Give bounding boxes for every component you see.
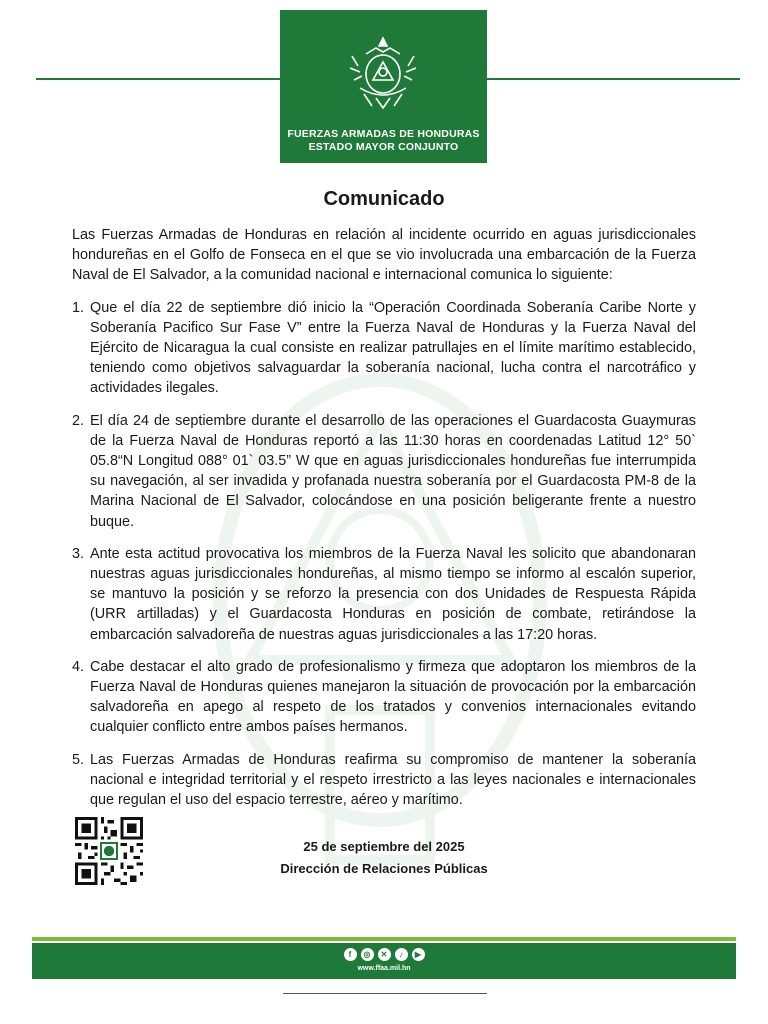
coat-of-arms-emblem: [346, 32, 420, 112]
item-number: 3.: [72, 545, 85, 562]
item-text: Las Fuerzas Armadas de Honduras reafirma su compromiso de mantener la soberanía nacional e integridad territorial y el respeto irrestricto a las leyes nacionales e internacionales que regulan el uso del espacio terrestre, aéreo y marítimo.: [90, 751, 696, 809]
item-number: 4.: [72, 658, 85, 675]
list-item: [72, 657, 696, 738]
issuing-department: Dirección de Relaciones Públicas: [280, 861, 488, 876]
intro-paragraph: Las Fuerzas Armadas de Honduras en relación al incidente ocurrido en aguas jurisdiccionales hondureñas en el Golfo de Fonseca en el que se vio involucrada una embarcación de la Fuerza Naval de El Salvador, a la comunidad nacional e internacional comunica lo siguiente:: [72, 227, 696, 284]
document-date: 25 de septiembre del 2025: [303, 839, 465, 854]
list-item: [72, 750, 696, 811]
header-rule-left: [36, 78, 280, 80]
header-rule-right: [487, 78, 740, 80]
tiktok-icon[interactable]: ♪: [395, 948, 408, 961]
youtube-icon[interactable]: ▶: [412, 948, 425, 961]
list-item: [72, 544, 696, 645]
item-text: Que el día 22 de septiembre dió inicio la “Operación Coordinada Soberanía Caribe Norte y Soberanía Pacifico Sur Fase V” entre la Fuerza Naval de Honduras y la Fuerza Naval del Ejército de Nicaragua la cual consiste en realizar patrullajes en el límite marítimo establecido, teniendo como objetivos salvaguardar la soberanía nacional, lucha contra el narcotráfico y actividades ilegales.: [90, 299, 696, 397]
header-banner: [280, 10, 487, 163]
document-title: Comunicado: [323, 188, 445, 210]
item-text: Ante esta actitud provocativa los miembros de la Fuerza Naval les solicito que abandonaran nuestras aguas jurisdiccionales hondureñas, al mismo tiempo se informo al escalón superior, se mantuvo la posición y se reforzo la presencia con dos Unidades de Respuesta Rápida (URR artilladas) y el Guardacosta Honduras en posición de combate, retirándose la embarcación salvadoreña de nuestras aguas jurisdiccionales a las 17:20 horas.: [90, 545, 696, 643]
item-number: 1.: [72, 299, 85, 316]
list-item: [72, 411, 696, 532]
facebook-icon[interactable]: f: [344, 948, 357, 961]
organization-subtitle: ESTADO MAYOR CONJUNTO: [308, 141, 459, 153]
footer-accent-line: [32, 937, 736, 941]
social-links: [32, 948, 736, 961]
organization-name: FUERZAS ARMADAS DE HONDURAS: [287, 128, 480, 140]
item-number: 5.: [72, 751, 85, 768]
item-text: El día 24 de septiembre durante el desarrollo de las operaciones el Guardacosta Guaymuras de la Fuerza Naval de Honduras reportó a las 11:30 horas en coordenadas Latitud 12° 50` 05.8“N Longitud 088° 01` 03.5” W que en aguas jurisdiccionales hondureñas fue interrumpida su navegación, al ser invadida y profanada nuestra soberanía por el Guardacosta PM-8 de la Marina Nacional de El Salvador, colocándose en una posición beligerante frente a nuestro buque.: [90, 412, 696, 530]
document-body: [72, 225, 696, 822]
instagram-icon[interactable]: ◎: [361, 948, 374, 961]
bottom-divider: [283, 993, 487, 994]
list-item: [72, 298, 696, 399]
item-number: 2.: [72, 412, 85, 429]
x-icon[interactable]: ✕: [378, 948, 391, 961]
website-link[interactable]: www.ffaa.mil.hn: [357, 965, 411, 972]
item-text: Cabe destacar el alto grado de profesionalismo y firmeza que adoptaron los miembros de la Fuerza Naval de Honduras quienes manejaron la situación de provocación por la embarcación salvadoreña en apego al respeto de los tratados y convenios internacionales evitando cualquier conflicto entre ambos países hermanos.: [90, 658, 696, 736]
footer-bar: [32, 943, 736, 979]
